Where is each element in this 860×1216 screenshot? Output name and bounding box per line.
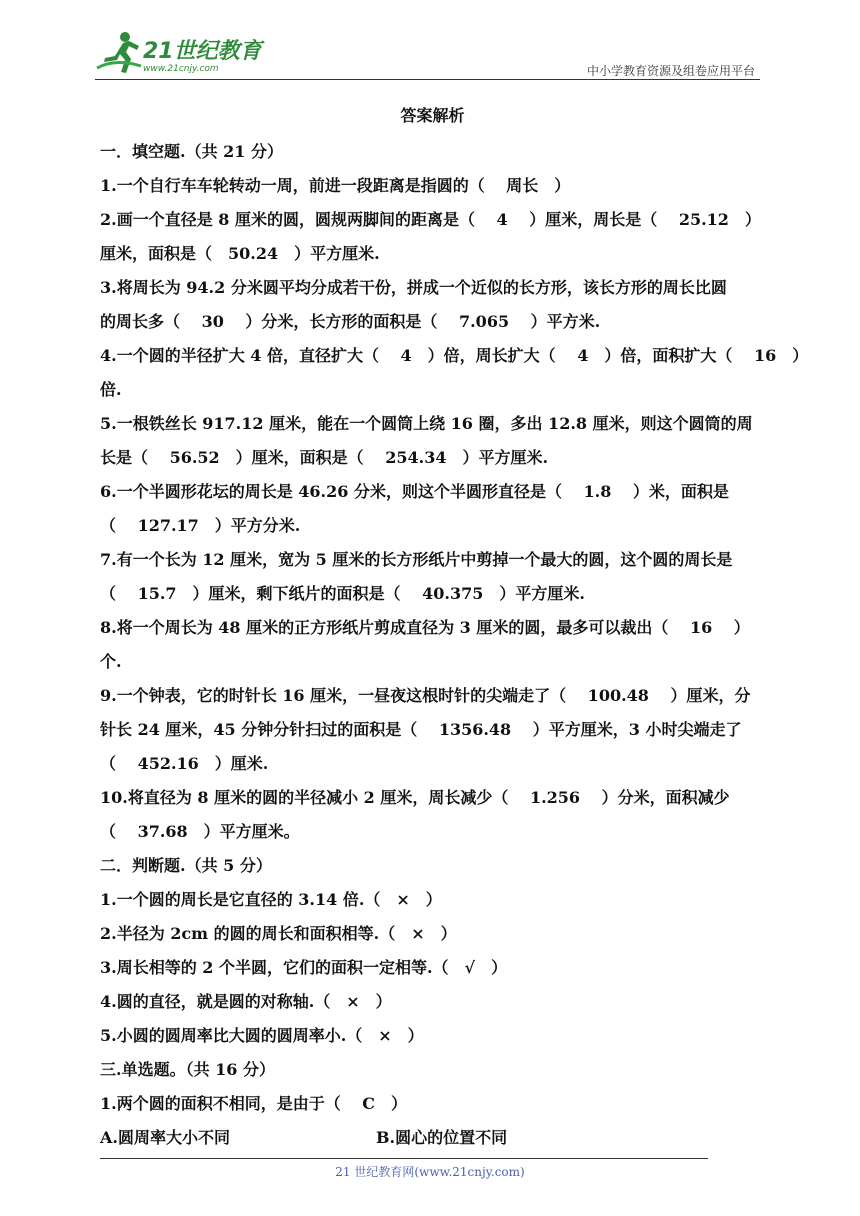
question-line: 针长 24 厘米，45 分钟分针扫过的面积是（ 1356.48 ）平方厘米，3 小时尖端走了	[100, 720, 742, 739]
question-line: （ 15.7 ）厘米，剩下纸片的面积是（ 40.375 ）平方厘米.	[100, 584, 585, 603]
question-line: 倍.	[100, 380, 122, 399]
question-line: 1.一个自行车车轮转动一周，前进一段距离是指圆的（ 周长 ）	[100, 176, 571, 195]
runner-icon	[95, 28, 143, 76]
question-line: 5.一根铁丝长 917.12 厘米，能在一个圆筒上绕 16 圈，多出 12.8 厘米，则这个圆筒的周	[100, 414, 753, 433]
question-line: 3.将周长为 94.2 分米圆平均分成若干份，拼成一个近似的长方形，该长方形的周长比圆	[100, 278, 727, 297]
choice-options	[100, 1121, 765, 1155]
site-logo	[95, 28, 265, 78]
question-line: 1.一个圆的周长是它直径的 3.14 倍.（ × ）	[100, 890, 442, 909]
page-title: 答案解析	[400, 106, 465, 125]
question-line: （ 37.68 ）平方厘米。	[100, 822, 300, 841]
question-line: 5.小圆的圆周率比大圆的圆周率小.（ × ）	[100, 1026, 424, 1045]
question-line: 6.一个半圆形花坛的周长是 46.26 分米，则这个半圆形直径是（ 1.8 ）米，面积是	[100, 482, 729, 501]
question-line: 3.周长相等的 2 个半圆，它们的面积一定相等.（ √ ）	[100, 958, 508, 977]
question-line: 2.半径为 2cm 的圆的周长和面积相等.（ × ）	[100, 924, 457, 943]
footer-text: 21 世纪教育网(www.21cnjy.com)	[335, 1165, 525, 1179]
question-line: 个.	[100, 652, 122, 671]
option-b: B.圆心的位置不同	[376, 1128, 508, 1147]
question-line: 的周长多（ 30 ）分米，长方形的面积是（ 7.065 ）平方米.	[100, 312, 601, 331]
header-divider	[95, 79, 760, 80]
question-line: 1.两个圆的面积不相同，是由于（ C ）	[100, 1094, 408, 1113]
question-line: 4.圆的直径，就是圆的对称轴.（ × ）	[100, 992, 392, 1011]
question-line: 9.一个钟表，它的时针长 16 厘米，一昼夜这根时针的尖端走了（ 100.48 ）厘米，分	[100, 686, 751, 705]
question-line: 长是（ 56.52 ）厘米，面积是（ 254.34 ）平方厘米.	[100, 448, 549, 467]
question-line: 10.将直径为 8 厘米的圆的半径减小 2 厘米，周长减少（ 1.256 ）分米，面积减少	[100, 788, 730, 807]
section-heading-judge: 二．判断题.（共 5 分）	[100, 856, 272, 875]
question-line: （ 127.17 ）平方分米.	[100, 516, 301, 535]
page-header	[95, 28, 760, 80]
option-a: A.圆周率大小不同	[100, 1128, 230, 1147]
section-heading-fill: 一．填空题.（共 21 分）	[100, 142, 283, 161]
footer-divider	[100, 1158, 708, 1159]
question-line: 2.画一个直径是 8 厘米的圆，圆规两脚间的距离是（ 4 ）厘米，周长是（ 25.12 ）	[100, 210, 761, 229]
logo-url: www.21cnjy.com	[143, 64, 219, 74]
question-line: 厘米，面积是（ 50.24 ）平方厘米.	[100, 244, 380, 263]
section-heading-choice: 三.单选题。（共 16 分）	[100, 1060, 275, 1079]
question-line: 7.有一个长为 12 厘米，宽为 5 厘米的长方形纸片中剪掉一个最大的圆，这个圆的周长是	[100, 550, 733, 569]
question-line: 4.一个圆的半径扩大 4 倍，直径扩大（ 4 ）倍，周长扩大（ 4 ）倍，面积扩大（ 16 ）	[100, 346, 809, 365]
platform-name: 中小学教育资源及组卷应用平台	[586, 64, 755, 78]
logo-text: 21世纪教育	[143, 39, 262, 64]
question-line: （ 452.16 ）厘米.	[100, 754, 269, 773]
answer-content	[100, 101, 809, 1155]
question-line: 8.将一个周长为 48 厘米的正方形纸片剪成直径为 3 厘米的圆，最多可以裁出（ 16 ）	[100, 618, 750, 637]
